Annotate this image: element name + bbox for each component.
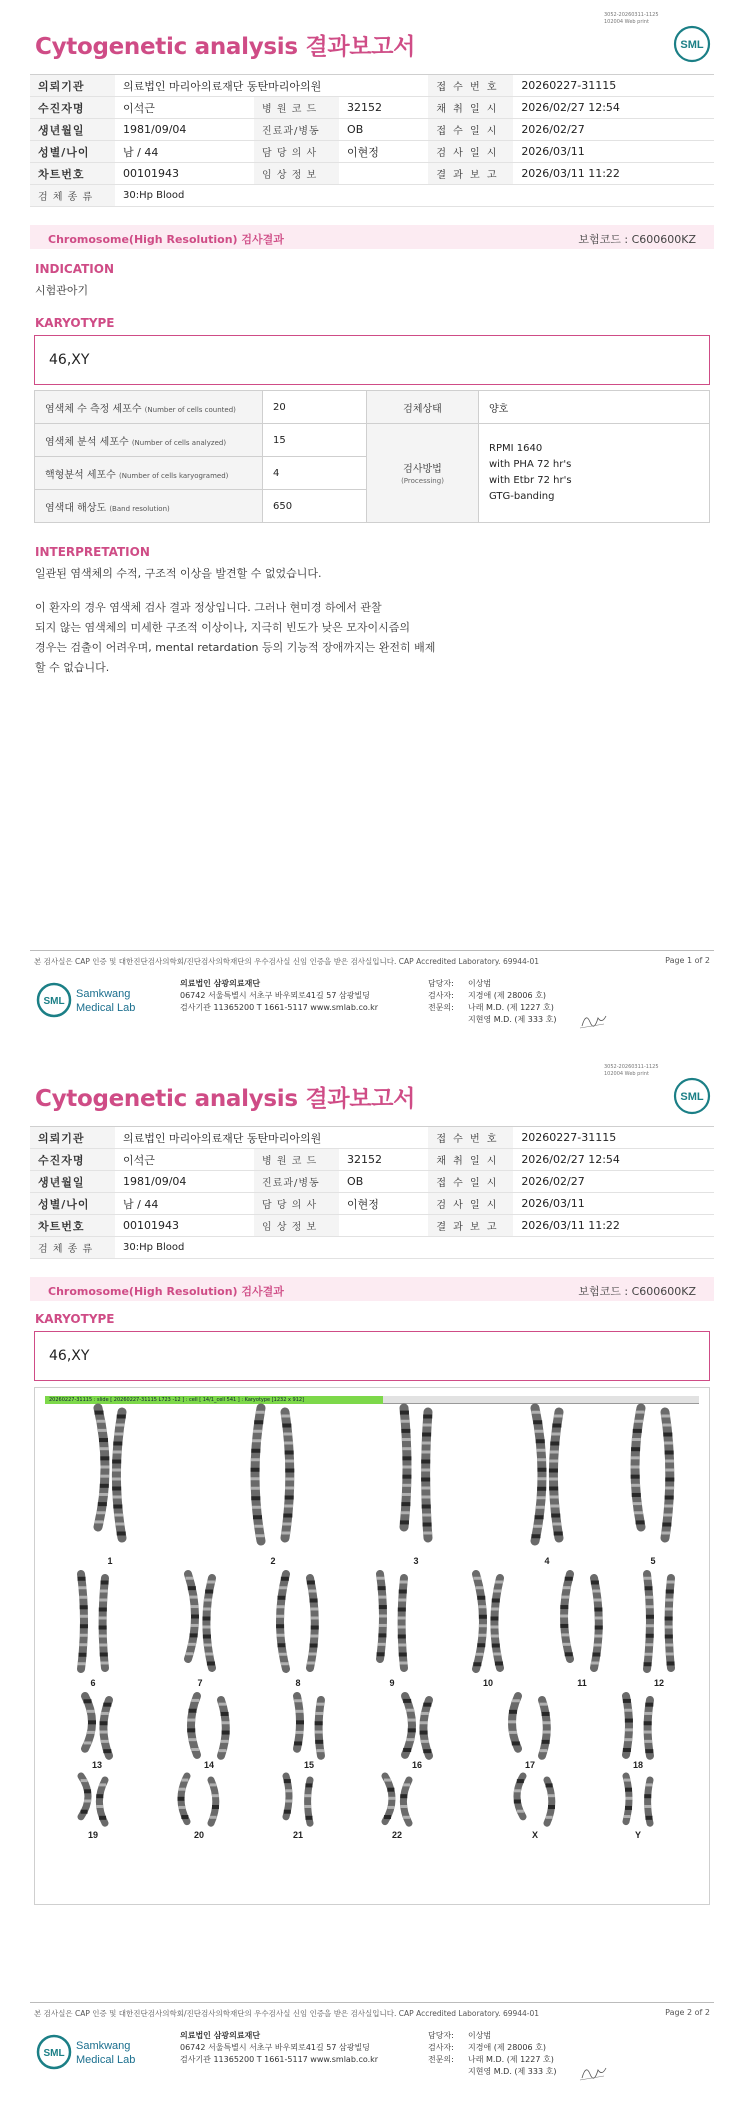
chromosome-label: 1 (107, 1556, 113, 1566)
chromosome-pair-20 (178, 1776, 220, 1823)
chromosome-label: 10 (482, 1678, 494, 1688)
staff-row: 전문의: 나래 M.D. (제 1227 호) (428, 2055, 554, 2064)
chromosome-pair-X (514, 1776, 555, 1823)
label-specimen-type: 검 체 종 류 (30, 185, 115, 207)
chromosome-pair-Y (624, 1776, 653, 1823)
footer-divider (30, 950, 714, 951)
chromosome-label: 15 (303, 1760, 315, 1770)
patient-info-table (30, 1126, 714, 1259)
method-label: 검사방법 (Processing) (367, 424, 479, 523)
table-row (30, 1149, 714, 1171)
chromosome-pair-19 (81, 1776, 106, 1823)
chromosome-label: 3 (413, 1556, 419, 1566)
value-clinical-info (339, 1215, 428, 1237)
svg-text:SML: SML (680, 39, 704, 51)
cell-count-table (34, 390, 710, 523)
cell-label: 핵형분석 세포수 (Number of cells karyogramed) (35, 457, 263, 490)
table-row (30, 97, 714, 119)
section-header-bar (30, 225, 714, 249)
indication-heading: INDICATION (35, 262, 114, 276)
value-birthdate: 1981/09/04 (115, 119, 254, 141)
label-patient-name: 수진자명 (30, 1149, 115, 1171)
value-patient-name: 이석근 (115, 1149, 254, 1171)
insurance-code: 보험코드 : C600600KZ (578, 233, 696, 246)
cell-label: 염색체 분석 세포수 (Number of cells analyzed) (35, 424, 263, 457)
chromosome-label: 9 (389, 1678, 395, 1688)
label-collection-time: 채 취 일 시 (428, 1149, 513, 1171)
lab-title: 의료법인 삼광의료재단 (180, 979, 261, 988)
interpretation-text (35, 598, 455, 678)
karyotype-result: 46,XY (49, 352, 90, 368)
label-sex-age: 성별/나이 (30, 141, 115, 163)
label-sex-age: 성별/나이 (30, 1193, 115, 1215)
value-test-date: 2026/03/11 (513, 141, 714, 163)
chromosome-label: 21 (292, 1830, 304, 1840)
chromosome-label: 14 (203, 1760, 215, 1770)
signature-icon (578, 2062, 608, 2082)
page-number: Page 2 of 2 (665, 2008, 710, 2017)
interpretation-line: 할 수 없습니다. (35, 661, 110, 674)
interpretation-summary: 일관된 염색체의 수적, 구조적 이상을 발견할 수 없었습니다. (35, 567, 322, 580)
chromosome-label: 2 (270, 1556, 276, 1566)
value-specimen-type: 30:Hp Blood (115, 185, 714, 207)
label-receipt-date: 접 수 일 시 (428, 1171, 513, 1193)
interpretation-line: 되지 않는 염색체의 미세한 구조적 이상이나, 지극히 빈도가 낮은 모자이시즘의 (35, 621, 410, 634)
svg-text:Samkwang: Samkwang (76, 988, 131, 1000)
chromosome-pair-11 (560, 1574, 603, 1668)
chromosome-pair-6 (78, 1574, 109, 1669)
chromosome-label: 7 (197, 1678, 203, 1688)
chromosome-pair-22 (384, 1776, 410, 1823)
chromosome-label: 16 (411, 1760, 423, 1770)
label-specimen-type: 검 체 종 류 (30, 1237, 115, 1259)
print-meta-line-2: 102004 Web print (604, 1071, 649, 1077)
sml-logo-icon (672, 1076, 712, 1116)
table-row (30, 185, 714, 207)
value-hospital-code: 32152 (339, 1149, 428, 1171)
svg-text:Medical Lab: Medical Lab (76, 2054, 136, 2066)
label-test-date: 검 사 일 시 (428, 141, 513, 163)
label-patient-name: 수진자명 (30, 97, 115, 119)
value-department: OB (339, 119, 428, 141)
lab-address-block (180, 978, 378, 1014)
value-test-date: 2026/03/11 (513, 1193, 714, 1215)
label-chart-no: 차트번호 (30, 163, 115, 185)
svg-text:Medical Lab: Medical Lab (76, 1002, 136, 1014)
table-row (35, 424, 710, 457)
chromosome-label: 20 (193, 1830, 205, 1840)
value-report-time: 2026/03/11 11:22 (513, 1215, 714, 1237)
chromosome-label: 8 (295, 1678, 301, 1688)
chromosome-pair-21 (284, 1776, 313, 1823)
value-receipt-no: 20260227-31115 (513, 75, 714, 97)
karyotype-result: 46,XY (49, 1348, 90, 1364)
value-hospital-code: 32152 (339, 97, 428, 119)
chromosome-label: 12 (653, 1678, 665, 1688)
value-sex-age: 남 / 44 (115, 141, 254, 163)
lab-address: 06742 서울특별시 서초구 바우뫼로41길 57 삼광빌딩 (180, 2043, 370, 2052)
value-collection-time: 2026/02/27 12:54 (513, 1149, 714, 1171)
chromosome-pair-12 (644, 1574, 675, 1669)
interpretation-heading: INTERPRETATION (35, 545, 150, 559)
chromosome-label: Y (634, 1830, 642, 1840)
print-meta-line-2: 102004 Web print (604, 19, 649, 25)
chromosome-label: 4 (544, 1556, 550, 1566)
value-doctor: 이현정 (339, 1193, 428, 1215)
karyotype-heading: KARYOTYPE (35, 316, 115, 330)
table-row (30, 1171, 714, 1193)
label-receipt-no: 접 수 번 호 (428, 1127, 513, 1149)
table-row (30, 119, 714, 141)
karyotype-result-box (34, 335, 710, 385)
lab-title: 의료법인 삼광의료재단 (180, 2031, 261, 2040)
label-hospital-code: 병 원 코 드 (254, 97, 339, 119)
footer-divider (30, 2002, 714, 2003)
karyogram-header-text: 20260227-31115 : slide [ 20260227-31115 L723 -12 ] : cell [ 14/1_cell 541 ] : Karyotype [1232 x 912] (45, 1396, 383, 1404)
chromosome-pair-9 (377, 1574, 408, 1668)
print-meta (604, 1064, 659, 1078)
chromosome-pair-13 (84, 1696, 112, 1756)
table-row (30, 1215, 714, 1237)
insurance-code: 보험코드 : C600600KZ (578, 1285, 696, 1298)
label-report-time: 결 과 보 고 (428, 163, 513, 185)
table-row (35, 391, 710, 424)
staff-row: 담당자: 이상범 (428, 2031, 492, 2040)
cell-value: 15 (263, 424, 367, 457)
value-doctor: 이현정 (339, 141, 428, 163)
table-row (30, 163, 714, 185)
label-receipt-date: 접 수 일 시 (428, 119, 513, 141)
chromosome-pair-5 (631, 1408, 675, 1538)
value-patient-name: 이석근 (115, 97, 254, 119)
signature-icon (578, 1010, 608, 1030)
chromosome-label: 5 (650, 1556, 656, 1566)
label-clinical-info: 임 상 정 보 (254, 1215, 339, 1237)
section-title: Chromosome(High Resolution) 검사결과 (48, 1285, 284, 1298)
patient-info-table (30, 74, 714, 207)
samkwang-logo-icon (36, 2032, 156, 2072)
karyotype-heading: KARYOTYPE (35, 1312, 115, 1326)
lab-contact: 검사기관 11365200 T 1661-5117 www.smlab.co.kr (180, 2055, 379, 2064)
chromosome-label: 11 (577, 1678, 587, 1688)
chromosome-pair-2 (251, 1408, 295, 1541)
print-meta (604, 12, 659, 26)
label-doctor: 담 당 의 사 (254, 1193, 339, 1215)
interpretation-line: 경우는 검출이 어려우며, mental retardation 등의 기능적 장애까지는 완전히 배제 (35, 641, 436, 654)
karyogram-chromosomes (35, 1388, 711, 1906)
staff-row: 지현영 M.D. (제 333 호) (468, 1015, 557, 1024)
table-row (30, 141, 714, 163)
label-report-time: 결 과 보 고 (428, 1215, 513, 1237)
lab-address-block (180, 2030, 378, 2066)
label-clinical-info: 임 상 정 보 (254, 163, 339, 185)
label-birthdate: 생년월일 (30, 1171, 115, 1193)
value-specimen-type: 30:Hp Blood (115, 1237, 714, 1259)
chromosome-pair-17 (508, 1696, 551, 1756)
chromosome-pair-15 (294, 1696, 324, 1756)
sml-logo-icon (672, 24, 712, 64)
interpretation-line: 이 환자의 경우 염색체 검사 결과 정상입니다. 그러나 현미경 하에서 관찰 (35, 601, 382, 614)
value-department: OB (339, 1171, 428, 1193)
lab-contact: 검사기관 11365200 T 1661-5117 www.smlab.co.kr (180, 1003, 379, 1012)
staff-row: 지현영 M.D. (제 333 호) (468, 2067, 557, 2076)
svg-text:SML: SML (680, 1091, 704, 1103)
table-row (30, 1127, 714, 1149)
section-title: Chromosome(High Resolution) 검사결과 (48, 233, 284, 246)
label-doctor: 담 당 의 사 (254, 141, 339, 163)
staff-row: 검사자: 지경애 (제 28006 호) (428, 2043, 546, 2052)
label-institution: 의뢰기관 (30, 75, 115, 97)
value-receipt-date: 2026/02/27 (513, 119, 714, 141)
label-receipt-no: 접 수 번 호 (428, 75, 513, 97)
value-receipt-date: 2026/02/27 (513, 1171, 714, 1193)
table-row (30, 1237, 714, 1259)
svg-text:Samkwang: Samkwang (76, 2040, 131, 2052)
chromosome-label: X (531, 1830, 539, 1840)
value-institution: 의료법인 마리아의료재단 동탄마리아의원 (115, 1127, 428, 1149)
svg-text:SML: SML (43, 996, 65, 1007)
staff-row: 검사자: 지경애 (제 28006 호) (428, 991, 546, 1000)
karyogram-image (34, 1387, 710, 1905)
label-chart-no: 차트번호 (30, 1215, 115, 1237)
label-collection-time: 채 취 일 시 (428, 97, 513, 119)
chromosome-label: 18 (632, 1760, 644, 1770)
specimen-status-value: 양호 (479, 391, 710, 424)
label-hospital-code: 병 원 코 드 (254, 1149, 339, 1171)
chromosome-pair-16 (403, 1696, 431, 1756)
cell-value: 4 (263, 457, 367, 490)
cell-value: 650 (263, 490, 367, 523)
chromosome-pair-7 (185, 1574, 214, 1668)
label-department: 진료과/병동 (254, 119, 339, 141)
chromosome-label: 22 (391, 1830, 403, 1840)
samkwang-logo-icon (36, 980, 156, 1020)
accreditation-note: 본 검사실은 CAP 인증 및 대한진단검사의학회/진단검사의학재단의 우수검사실 신임 인증을 받은 검사실입니다. CAP Accredited Laboratory. 69944-01 (34, 957, 540, 966)
value-institution: 의료법인 마리아의료재단 동탄마리아의원 (115, 75, 428, 97)
value-birthdate: 1981/09/04 (115, 1171, 254, 1193)
value-receipt-no: 20260227-31115 (513, 1127, 714, 1149)
staff-block (428, 2030, 556, 2078)
staff-row: 담당자: 이상범 (428, 979, 492, 988)
value-chart-no: 00101943 (115, 1215, 254, 1237)
staff-block (428, 978, 556, 1026)
specimen-status-label: 검체상태 (367, 391, 479, 424)
karyotype-result-box (34, 1331, 710, 1381)
lab-address: 06742 서울특별시 서초구 바우뫼로41길 57 삼광빌딩 (180, 991, 370, 1000)
cell-label: 염색대 해상도 (Band resolution) (35, 490, 263, 523)
chromosome-pair-14 (187, 1696, 230, 1756)
value-clinical-info (339, 163, 428, 185)
label-department: 진료과/병동 (254, 1171, 339, 1193)
label-institution: 의뢰기관 (30, 1127, 115, 1149)
print-meta-line-1: 3052-20260311-1125 (604, 1064, 659, 1070)
value-collection-time: 2026/02/27 12:54 (513, 97, 714, 119)
report-title: Cytogenetic analysis 결과보고서 (35, 1086, 416, 1112)
chromosome-label: 17 (524, 1760, 536, 1770)
value-report-time: 2026/03/11 11:22 (513, 163, 714, 185)
method-value: RPMI 1640 with PHA 72 hr's with Etbr 72 hr's GTG-banding (479, 424, 710, 523)
chromosome-label: 19 (87, 1830, 99, 1840)
chromosome-pair-3 (400, 1408, 432, 1538)
chromosome-pair-1 (95, 1408, 126, 1538)
value-sex-age: 남 / 44 (115, 1193, 254, 1215)
svg-text:SML: SML (43, 2048, 65, 2059)
accreditation-note: 본 검사실은 CAP 인증 및 대한진단검사의학회/진단검사의학재단의 우수검사실 신임 인증을 받은 검사실입니다. CAP Accredited Laboratory. 69944-01 (34, 2009, 540, 2018)
value-chart-no: 00101943 (115, 163, 254, 185)
page-number: Page 1 of 2 (665, 956, 710, 965)
chromosome-label: 6 (90, 1678, 96, 1688)
label-test-date: 검 사 일 시 (428, 1193, 513, 1215)
chromosome-pair-8 (276, 1574, 319, 1669)
chromosome-pair-18 (623, 1696, 653, 1756)
table-row (30, 75, 714, 97)
report-title: Cytogenetic analysis 결과보고서 (35, 34, 416, 60)
label-birthdate: 생년월일 (30, 119, 115, 141)
cell-label: 염색체 수 측정 세포수 (Number of cells counted) (35, 391, 263, 424)
section-header-bar (30, 1277, 714, 1301)
cell-value: 20 (263, 391, 367, 424)
indication-text: 시험관아기 (35, 284, 89, 297)
print-meta-line-1: 3052-20260311-1125 (604, 12, 659, 18)
chromosome-label: 13 (91, 1760, 103, 1770)
table-row (30, 1193, 714, 1215)
chromosome-pair-10 (473, 1574, 503, 1669)
staff-row: 전문의: 나래 M.D. (제 1227 호) (428, 1003, 554, 1012)
chromosome-pair-4 (531, 1408, 562, 1541)
